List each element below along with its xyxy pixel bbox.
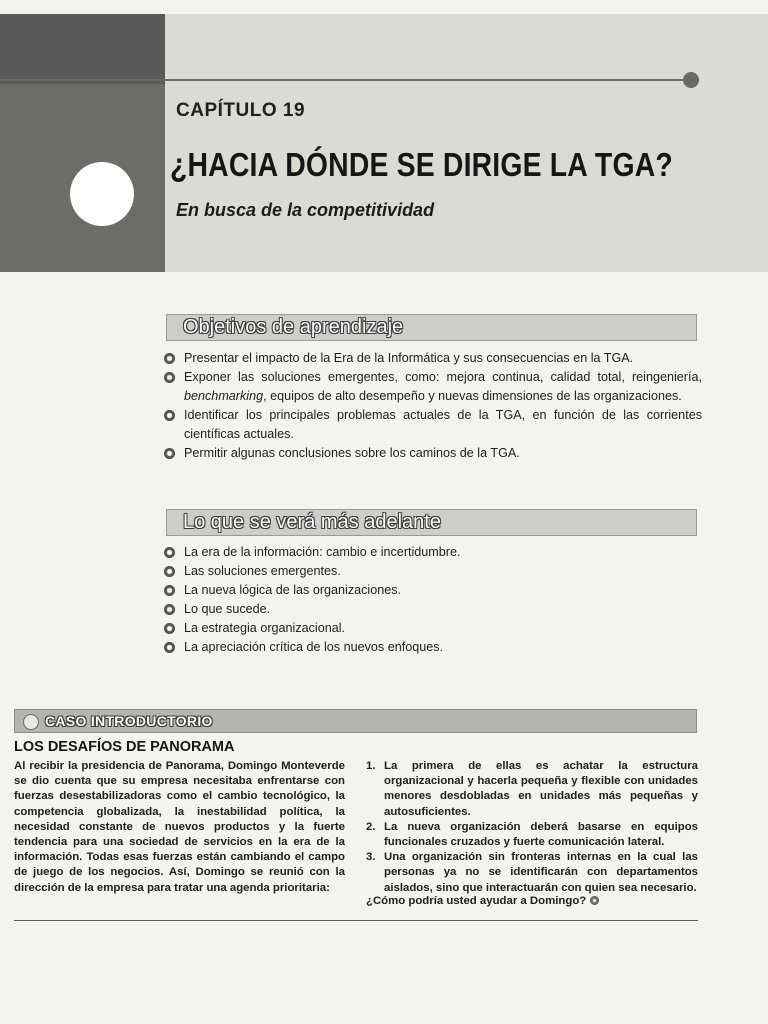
upcoming-text: La estrategia organizacional.: [184, 621, 346, 635]
list-item: [162, 562, 702, 581]
agenda-text: La nueva organización deberá basarse en equipos funcionales cruzados y fuerte comunicación lateral.: [384, 820, 698, 849]
bullet-icon: [164, 448, 175, 459]
list-item: [366, 759, 698, 820]
agenda-text: Una organización sin fronteras internas en la cual las personas ya no se identificarán con departamentos aislados, sino que interactuarán con quien sea necesario.: [384, 851, 698, 894]
case-dot-icon: [23, 714, 39, 730]
case-question-text: ¿Cómo podría usted ayudar a Domingo?: [366, 895, 587, 907]
objective-text: Permitir algunas conclusiones sobre los caminos de la TGA.: [184, 446, 520, 460]
list-item: [162, 368, 702, 406]
upcoming-text: Lo que sucede.: [184, 602, 271, 616]
bottom-rule: [14, 920, 698, 921]
bullet-icon: [164, 372, 175, 383]
end-dot-icon: [590, 896, 599, 905]
upcoming-text: La era de la información: cambio e incertidumbre.: [184, 545, 461, 559]
upcoming-text: Las soluciones emergentes.: [184, 564, 341, 578]
upcoming-list: [162, 543, 702, 657]
objective-emphasis: benchmarking: [184, 389, 264, 403]
list-item: [162, 444, 702, 463]
objective-text: Presentar el impacto de la Era de la Informática y sus consecuencias en la TGA.: [184, 351, 634, 365]
list-number: 2.: [366, 820, 376, 833]
list-item: [366, 850, 698, 896]
header-rule: [0, 79, 690, 81]
bullet-icon: [164, 566, 175, 577]
chapter-title: ¿HACIA DÓNDE SE DIRIGE LA TGA?: [170, 146, 673, 183]
objective-text: Exponer las soluciones emergentes, como: mejora continua, calidad total, reingeniería,: [184, 370, 702, 384]
bullet-icon: [164, 623, 175, 634]
objectives-heading: Objetivos de aprendizaje: [183, 316, 404, 338]
objective-text: , equipos de alto desempeño y nuevas dimensiones de las organizaciones.: [263, 389, 682, 403]
rule-end-dot: [683, 72, 699, 88]
chapter-subtitle: En busca de la competitividad: [176, 200, 435, 220]
header-dark-panel-top: [0, 14, 165, 84]
agenda-text: La primera de ellas es achatar la estructura organizacional y hacerla pequeña y flexible con unidades menores desdobladas en unidades más pequeñas y autosuficientes.: [384, 760, 698, 818]
list-item: [162, 638, 702, 657]
bullet-icon: [164, 547, 175, 558]
bullet-icon: [164, 604, 175, 615]
list-item: [162, 581, 702, 600]
upcoming-section-bar: [166, 509, 697, 536]
upcoming-text: La nueva lógica de las organizaciones.: [184, 583, 402, 597]
list-item: [162, 349, 702, 368]
list-number: 1.: [366, 760, 376, 772]
bullet-icon: [164, 410, 175, 421]
list-item: [162, 406, 702, 444]
objectives-list: [162, 349, 702, 463]
list-item: [162, 543, 702, 562]
intro-case-bar: [14, 709, 697, 733]
objective-text: Identificar los principales problemas actuales de la TGA, en función de las corrientes científicas actuales.: [184, 408, 702, 441]
case-question: [366, 895, 599, 907]
bullet-icon: [164, 353, 175, 364]
upcoming-text: La apreciación crítica de los nuevos enfoques.: [184, 640, 444, 654]
intro-case-label: CASO INTRODUCTORIO: [45, 713, 213, 729]
list-number: 3.: [366, 851, 376, 864]
case-title: LOS DESAFÍOS DE PANORAMA: [14, 739, 235, 755]
bullet-icon: [164, 585, 175, 596]
list-item: [162, 600, 702, 619]
list-item: [162, 619, 702, 638]
decorative-circle: [70, 162, 134, 226]
case-agenda-list: [366, 759, 698, 896]
objectives-section-bar: [166, 314, 697, 341]
bullet-icon: [164, 642, 175, 653]
upcoming-heading: Lo que se verá más adelante: [183, 511, 441, 533]
chapter-label: CAPÍTULO 19: [176, 100, 306, 121]
list-item: [366, 820, 698, 850]
case-paragraph: Al recibir la presidencia de Panorama, Domingo Monteverde se dio cuenta que su empresa necesitaba enfrentarse con fuerzas desestabilizadoras como el cambio tecnológico, la competencia globalizada, la inestabilidad política, la necesidad constante de nuevos productos y la fuerte tendencia para una sociedad de servicios en la era de la información. Todas esas fuerzas están cambiando el campo de juego de los negocios. Así, Domingo se reunió con la dirección de la empresa para tratar una agenda prioritaria:: [14, 760, 345, 894]
